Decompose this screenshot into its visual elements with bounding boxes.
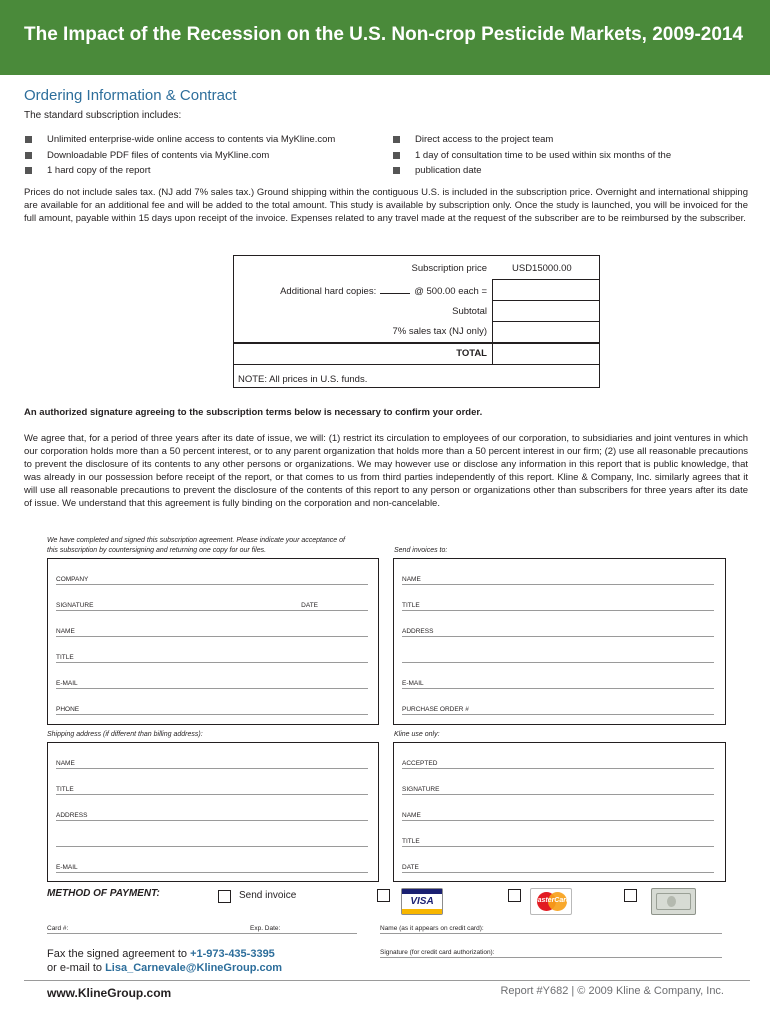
kline-title-field[interactable]	[402, 835, 714, 847]
prices-note: Prices do not include sales tax. (NJ add 7% sales tax.) Ground shipping within the contiguous U.S. is included in the subscription price. Overnight and international shipping are available for an additional fee and will be added to the total amount. This study is available by subscription only. Once the study is launched, you will be invoiced for the full amount, payable within 15 days upon receipt of the invoice. Expenses related to any travel made at the request of the subscriber are to be reimbursed by the subscriber.	[24, 187, 748, 224]
shipping-form	[47, 742, 379, 882]
purchase-order-field[interactable]	[402, 703, 714, 715]
website-link[interactable]: www.KlineGroup.com	[47, 986, 172, 1000]
subtotal-label: Subtotal	[452, 306, 487, 317]
fax-line	[47, 947, 282, 961]
name-field[interactable]	[56, 625, 368, 637]
visa-band-top	[402, 889, 442, 894]
fax-prefix: Fax the signed agreement to	[47, 948, 191, 960]
mastercard-logo-text: MasterCard	[531, 897, 571, 904]
price-row-tax	[234, 321, 599, 342]
accepted-label: ACCEPTED	[402, 760, 438, 767]
bullet-item: Downloadable PDF files of contents via MyKline.com	[24, 148, 384, 164]
price-divider-vertical	[492, 279, 493, 365]
kline-date-label: DATE	[402, 864, 419, 871]
invoice-address-field-2[interactable]	[402, 651, 714, 663]
authorization-notice: An authorized signature agreeing to the subscription terms below is necessary to confirm your order.	[24, 407, 483, 418]
price-row-hard-copies	[234, 280, 599, 301]
subscription-price-label: Subscription price	[411, 263, 487, 274]
amex-card-icon	[651, 888, 696, 915]
shipping-address-field-2[interactable]	[56, 835, 368, 847]
kline-name-field[interactable]	[402, 809, 714, 821]
price-row-total	[234, 343, 599, 364]
price-row-subtotal	[234, 301, 599, 322]
shipping-caption: Shipping address (if different than billing address):	[47, 731, 203, 738]
signature-label: SIGNATURE	[56, 602, 94, 609]
card-signature-field[interactable]	[380, 946, 722, 958]
invoice-title-field[interactable]	[402, 599, 714, 611]
kline-use-form	[393, 742, 726, 882]
email-prefix: or e-mail to	[47, 962, 106, 974]
price-divider	[492, 279, 599, 280]
email-line	[47, 961, 282, 975]
shipping-address-label: ADDRESS	[56, 812, 88, 819]
total-label: TOTAL	[456, 348, 487, 359]
signature-field[interactable]	[56, 599, 368, 611]
visa-checkbox[interactable]	[377, 889, 390, 902]
shipping-email-label: E-MAIL	[56, 864, 78, 871]
invoice-email-label: E-MAIL	[402, 680, 424, 687]
price-table	[233, 255, 600, 388]
bullet-item: Direct access to the project team	[392, 132, 732, 148]
card-signature-label: Signature (for credit card authorization):	[380, 949, 495, 956]
hard-copies-quantity-field[interactable]	[380, 285, 410, 294]
bullet-item: 1 hard copy of the report	[24, 163, 384, 179]
hard-copies-label	[280, 285, 487, 297]
kline-name-label: NAME	[402, 812, 421, 819]
name-on-card-field[interactable]	[380, 922, 722, 934]
invoice-email-field[interactable]	[402, 677, 714, 689]
shipping-email-field[interactable]	[56, 861, 368, 873]
send-invoice-label: Send invoice	[239, 890, 297, 901]
section-title: Ordering Information & Contract	[24, 87, 237, 104]
name-on-card-label: Name (as it appears on credit card):	[380, 925, 484, 932]
footer-divider	[24, 980, 750, 981]
sales-tax-label: 7% sales tax (NJ only)	[392, 326, 487, 337]
invoice-title-label: TITLE	[402, 602, 420, 609]
phone-field[interactable]	[56, 703, 368, 715]
card-number-field[interactable]	[47, 922, 357, 934]
page-title: The Impact of the Recession on the U.S. Non-crop Pesticide Markets, 2009-2014	[24, 24, 744, 45]
visa-band-bottom	[402, 909, 442, 914]
date-label: DATE	[301, 602, 318, 609]
mastercard-icon	[530, 888, 572, 915]
kline-date-field[interactable]	[402, 861, 714, 873]
acceptance-caption-line: this subscription by countersigning and returning one copy for our files.	[47, 547, 267, 554]
email-label: E-MAIL	[56, 680, 78, 687]
hard-copies-each-text: @ 500.00 each =	[414, 286, 487, 297]
kline-signature-field[interactable]	[402, 783, 714, 795]
bullet-item-continuation	[392, 163, 732, 179]
price-divider-total	[234, 342, 599, 344]
billing-form	[47, 558, 379, 725]
shipping-name-field[interactable]	[56, 757, 368, 769]
acceptance-caption-line: We have completed and signed this subscription agreement. Please indicate your acceptance of	[47, 537, 345, 544]
price-divider-bottom	[234, 364, 599, 365]
card-number-label: Card #:	[47, 925, 69, 932]
purchase-order-label: PURCHASE ORDER #	[402, 706, 469, 713]
invoice-address-label: ADDRESS	[402, 628, 434, 635]
amex-checkbox[interactable]	[624, 889, 637, 902]
email-field[interactable]	[56, 677, 368, 689]
kline-use-caption: Kline use only:	[394, 731, 440, 738]
invoice-name-label: NAME	[402, 576, 421, 583]
fax-number-link[interactable]: +1-973-435-3395	[190, 948, 275, 960]
company-field[interactable]	[56, 573, 368, 585]
shipping-address-field[interactable]	[56, 809, 368, 821]
mastercard-checkbox[interactable]	[508, 889, 521, 902]
shipping-name-label: NAME	[56, 760, 75, 767]
bullet-continuation-text: publication date	[415, 165, 482, 176]
subscription-intro: The standard subscription includes:	[24, 110, 182, 121]
send-invoices-caption: Send invoices to:	[394, 547, 448, 554]
phone-label: PHONE	[56, 706, 80, 713]
invoice-form	[393, 558, 726, 725]
exp-date-label: Exp. Date:	[250, 925, 281, 932]
visa-logo-text: VISA	[410, 896, 434, 907]
bullet-item: Unlimited enterprise-wide online access to contents via MyKline.com	[24, 132, 384, 148]
kline-signature-label: SIGNATURE	[402, 786, 440, 793]
subscription-price-value: USD15000.00	[512, 263, 572, 274]
shipping-title-field[interactable]	[56, 783, 368, 795]
company-label: COMPANY	[56, 576, 89, 583]
shipping-title-label: TITLE	[56, 786, 74, 793]
acceptance-caption	[47, 536, 345, 556]
kline-title-label: TITLE	[402, 838, 420, 845]
send-invoice-checkbox[interactable]	[218, 890, 231, 903]
bullet-item: 1 day of consultation time to be used within six months of the	[392, 148, 732, 164]
price-note: NOTE: All prices in U.S. funds.	[238, 374, 368, 385]
hard-copies-text: Additional hard copies:	[280, 286, 377, 297]
payment-method-title: METHOD OF PAYMENT:	[47, 888, 160, 899]
contact-block	[47, 947, 282, 975]
bullet-list-right	[392, 132, 732, 179]
price-divider	[492, 321, 599, 322]
title-field[interactable]	[56, 651, 368, 663]
accepted-field[interactable]	[402, 757, 714, 769]
amex-centurion-icon	[667, 896, 676, 907]
invoice-name-field[interactable]	[402, 573, 714, 585]
header-banner	[0, 0, 770, 75]
email-link[interactable]: Lisa_Carnevale@KlineGroup.com	[105, 962, 283, 974]
price-divider	[492, 300, 599, 301]
title-label: TITLE	[56, 654, 74, 661]
invoice-address-field[interactable]	[402, 625, 714, 637]
agreement-text: We agree that, for a period of three years after its date of issue, we will: (1) restrict its circulation to employees of our corporation, to subsidiaries and joint ventures in which our corporation holds more than a 50 percent interest, or to any parent organization that holds more than a 50 percent interest in our firm; (2) use all reasonable precautions to prevent the disclosure of its contents to any other persons or organizations. We may however use or disclose any information in this report that is public knowledge, that was already in our possession before receipt of the report, or that comes to us from third parties independently of this report. Kline & Company, Inc. similarly agrees that it will use all reasonable precautions to prevent the disclosure of the contents of this report to any person or organizations other than subscribers for three years after its date of issue. We understand that this agreement is fully binding on the corporation and non-cancelable.	[24, 433, 748, 509]
bullet-list-left	[24, 132, 384, 179]
price-row-subscription	[234, 258, 599, 279]
visa-card-icon	[401, 888, 443, 915]
name-label: NAME	[56, 628, 75, 635]
report-info: Report #Y682 | © 2009 Kline & Company, Inc.	[500, 985, 724, 997]
